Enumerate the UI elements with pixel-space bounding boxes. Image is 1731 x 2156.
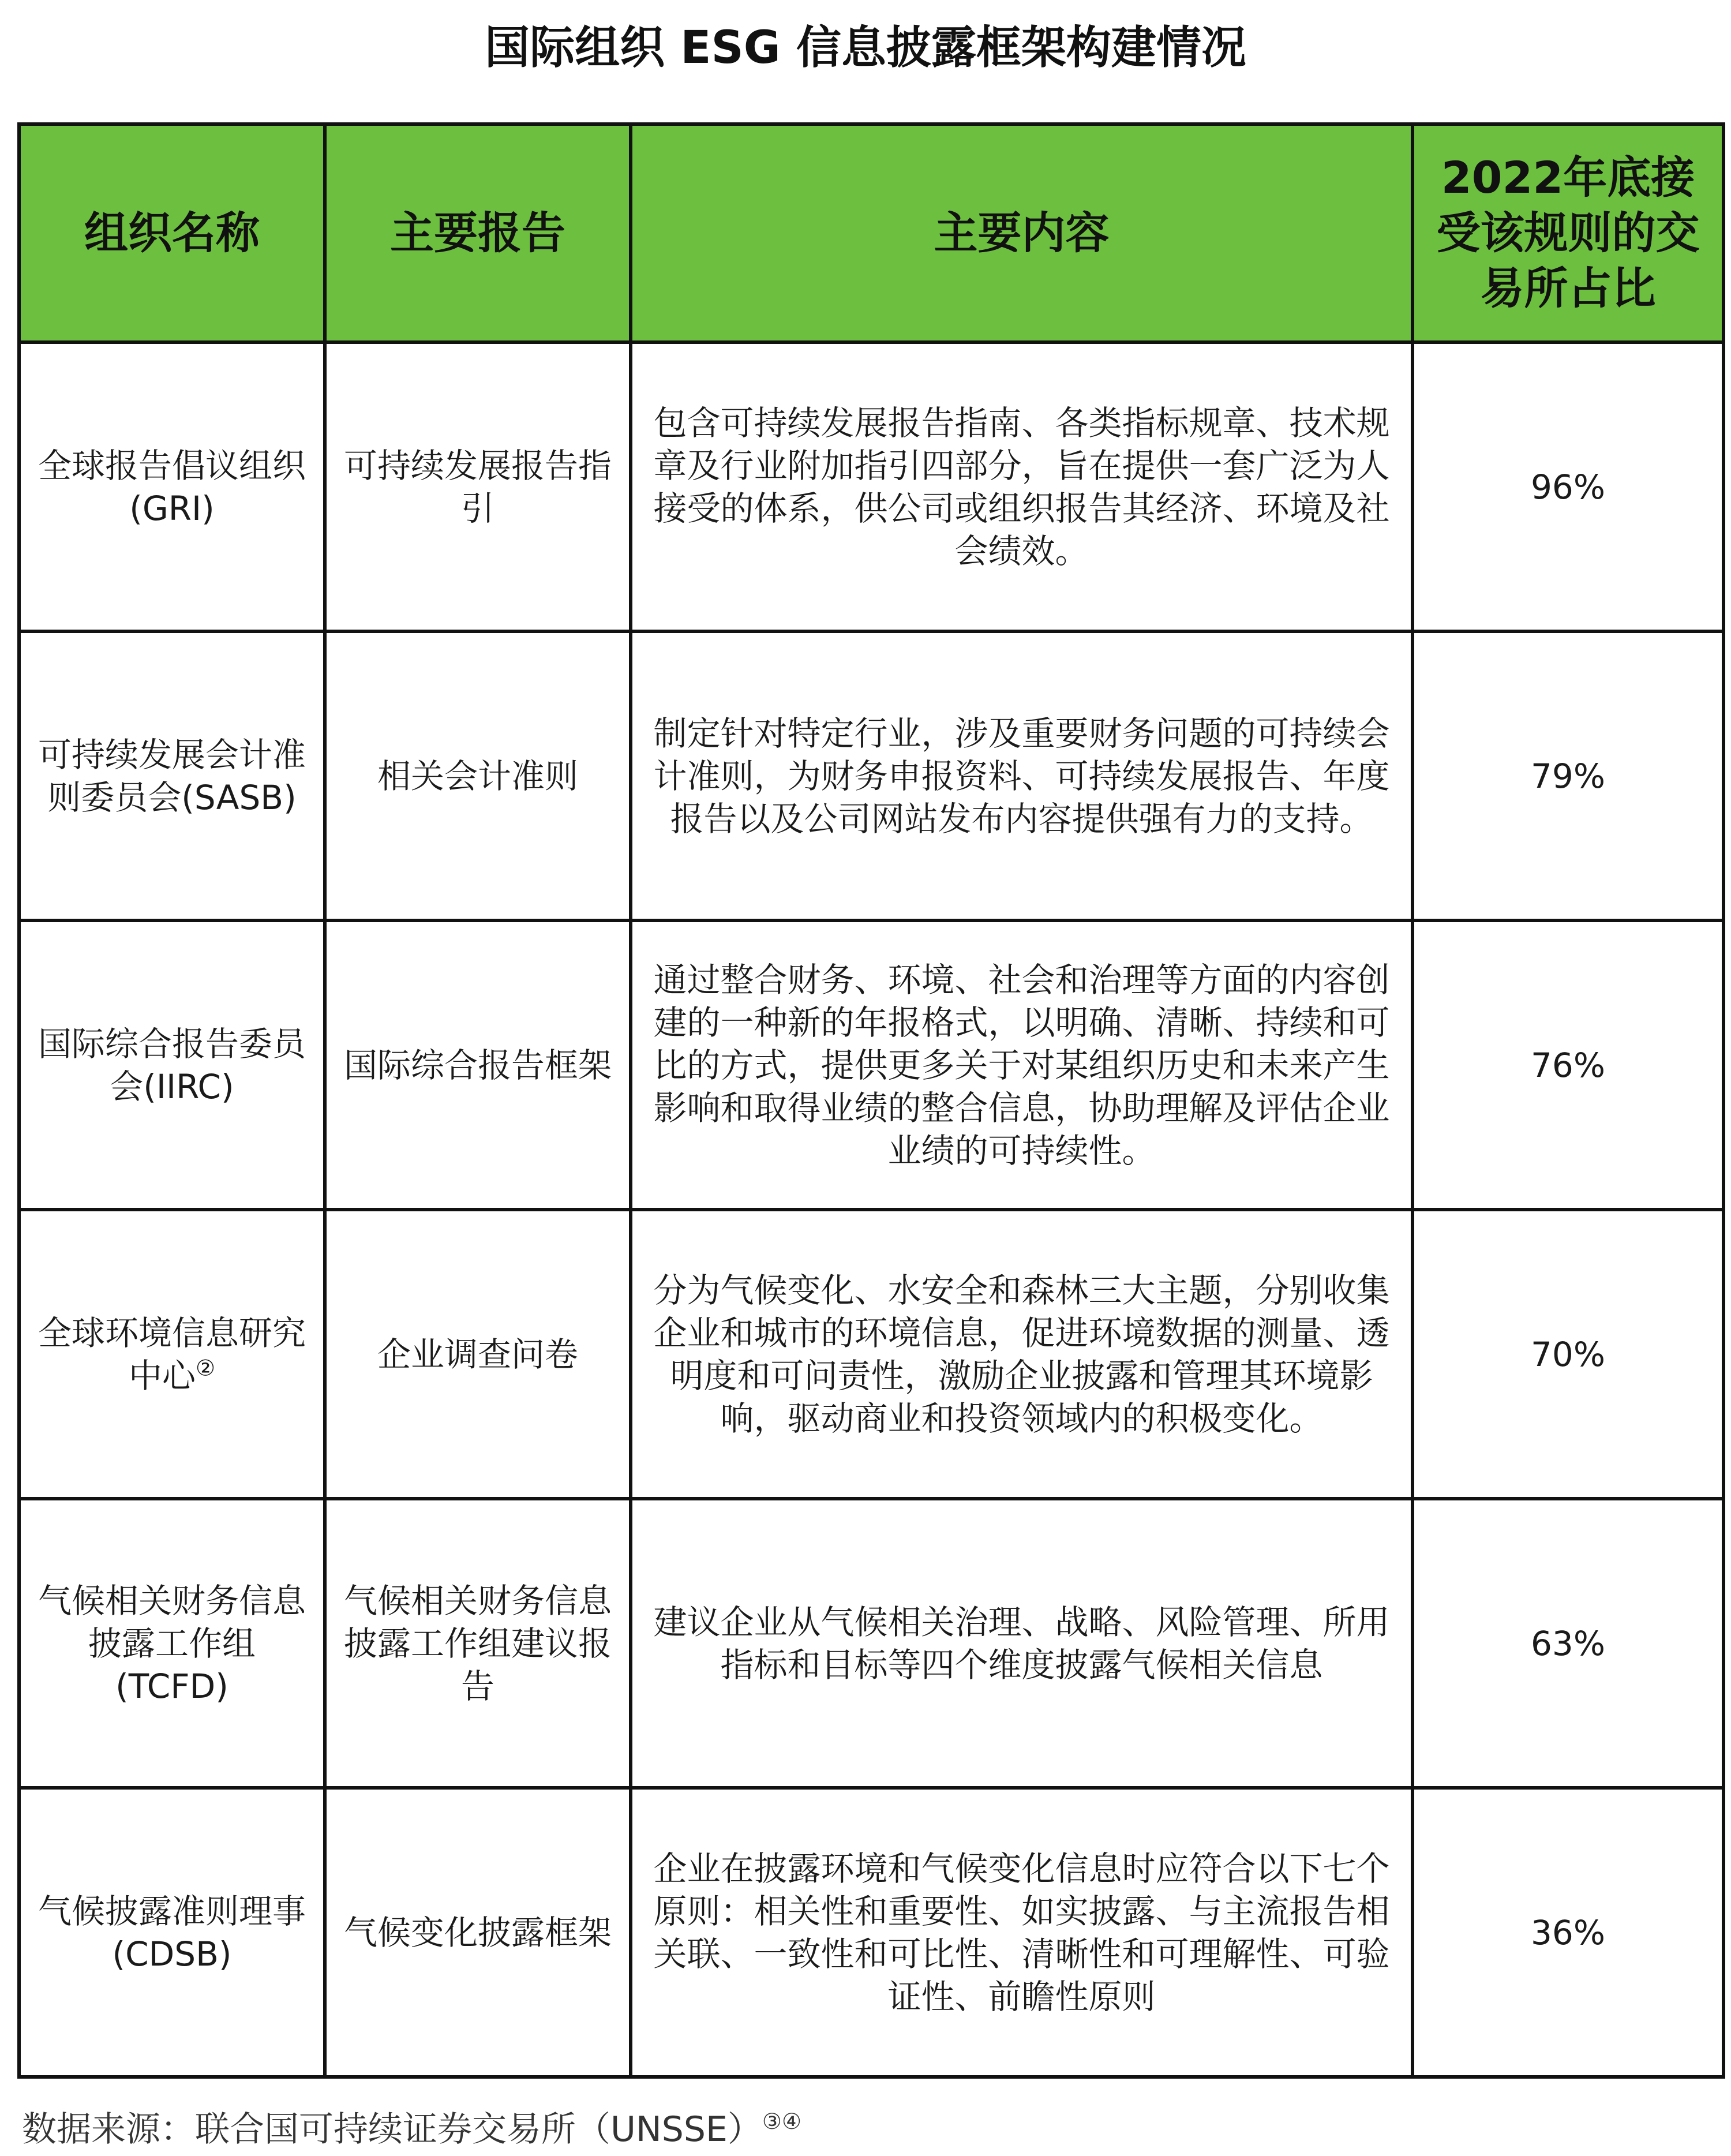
content-cell: 分为气候变化、水安全和森林三大主题，分别收集企业和城市的环境信息，促进环境数据的测量、透明度和可问责性，激励企业披露和管理其环境影响，驱动商业和投资领域内的积极变化。 (631, 1210, 1412, 1499)
table-row (19, 1210, 1723, 1499)
header-content: 主要内容 (631, 124, 1412, 342)
table-row (19, 1499, 1723, 1788)
ratio-cell: 36% (1412, 1788, 1723, 2077)
source-footnote-marker: ③④ (762, 2109, 802, 2134)
header-org: 组织名称 (19, 124, 325, 342)
report-cell: 国际综合报告框架 (325, 920, 631, 1210)
org-name: 可持续发展会计准则委员会(SASB) (38, 735, 306, 817)
content-cell: 包含可持续发展报告指南、各类指标规章、技术规章及行业附加指引四部分，旨在提供一套广泛为人接受的体系，供公司或组织报告其经济、环境及社会绩效。 (631, 342, 1412, 631)
source-note (22, 2106, 801, 2153)
ratio-cell: 96% (1412, 342, 1723, 631)
org-name: 国际综合报告委员会(IIRC) (38, 1024, 306, 1106)
report-cell: 气候相关财务信息披露工作组建议报告 (325, 1499, 631, 1788)
ratio-cell: 76% (1412, 920, 1723, 1210)
table-row (19, 342, 1723, 631)
ratio-cell: 70% (1412, 1210, 1723, 1499)
table-header-row (19, 124, 1723, 342)
content-cell: 通过整合财务、环境、社会和治理等方面的内容创建的一种新的年报格式，以明确、清晰、持续和可比的方式，提供更多关于对某组织历史和未来产生影响和取得业绩的整合信息，协助理解及评估企业业绩的可持续性。 (631, 920, 1412, 1210)
org-name: 气候相关财务信息披露工作组(TCFD) (38, 1581, 306, 1706)
report-cell: 可持续发展报告指引 (325, 342, 631, 631)
org-cell (19, 342, 325, 631)
org-cell (19, 631, 325, 920)
org-name: 全球报告倡议组织(GRI) (38, 446, 306, 528)
ratio-cell: 63% (1412, 1499, 1723, 1788)
content-cell: 制定针对特定行业，涉及重要财务问题的可持续会计准则，为财务申报资料、可持续发展报告、年度报告以及公司网站发布内容提供强有力的支持。 (631, 631, 1412, 920)
org-name: 气候披露准则理事(CDSB) (38, 1891, 306, 1974)
org-cell (19, 1499, 325, 1788)
report-cell: 相关会计准则 (325, 631, 631, 920)
header-report: 主要报告 (325, 124, 631, 342)
page-title: 国际组织 ESG 信息披露框架构建情况 (485, 22, 1246, 74)
content-cell: 企业在披露环境和气候变化信息时应符合以下七个原则：相关性和重要性、如实披露、与主流报告相关联、一致性和可比性、清晰性和可理解性、可验证性、前瞻性原则 (631, 1788, 1412, 2077)
header-ratio: 2022年底接受该规则的交易所占比 (1412, 124, 1723, 342)
table-row (19, 920, 1723, 1210)
content-cell: 建议企业从气候相关治理、战略、风险管理、所用指标和目标等四个维度披露气候相关信息 (631, 1499, 1412, 1788)
table-row (19, 1788, 1723, 2077)
org-name: 全球环境信息研究中心 (38, 1313, 306, 1395)
footnote-marker: ② (195, 1355, 216, 1381)
esg-framework-table (17, 122, 1725, 2079)
ratio-cell: 79% (1412, 631, 1723, 920)
org-cell (19, 1788, 325, 2077)
report-cell: 企业调查问卷 (325, 1210, 631, 1499)
source-text: 数据来源：联合国可持续证券交易所（UNSSE） (22, 2109, 762, 2150)
org-cell (19, 920, 325, 1210)
table-row (19, 631, 1723, 920)
report-cell: 气候变化披露框架 (325, 1788, 631, 2077)
org-cell (19, 1210, 325, 1499)
